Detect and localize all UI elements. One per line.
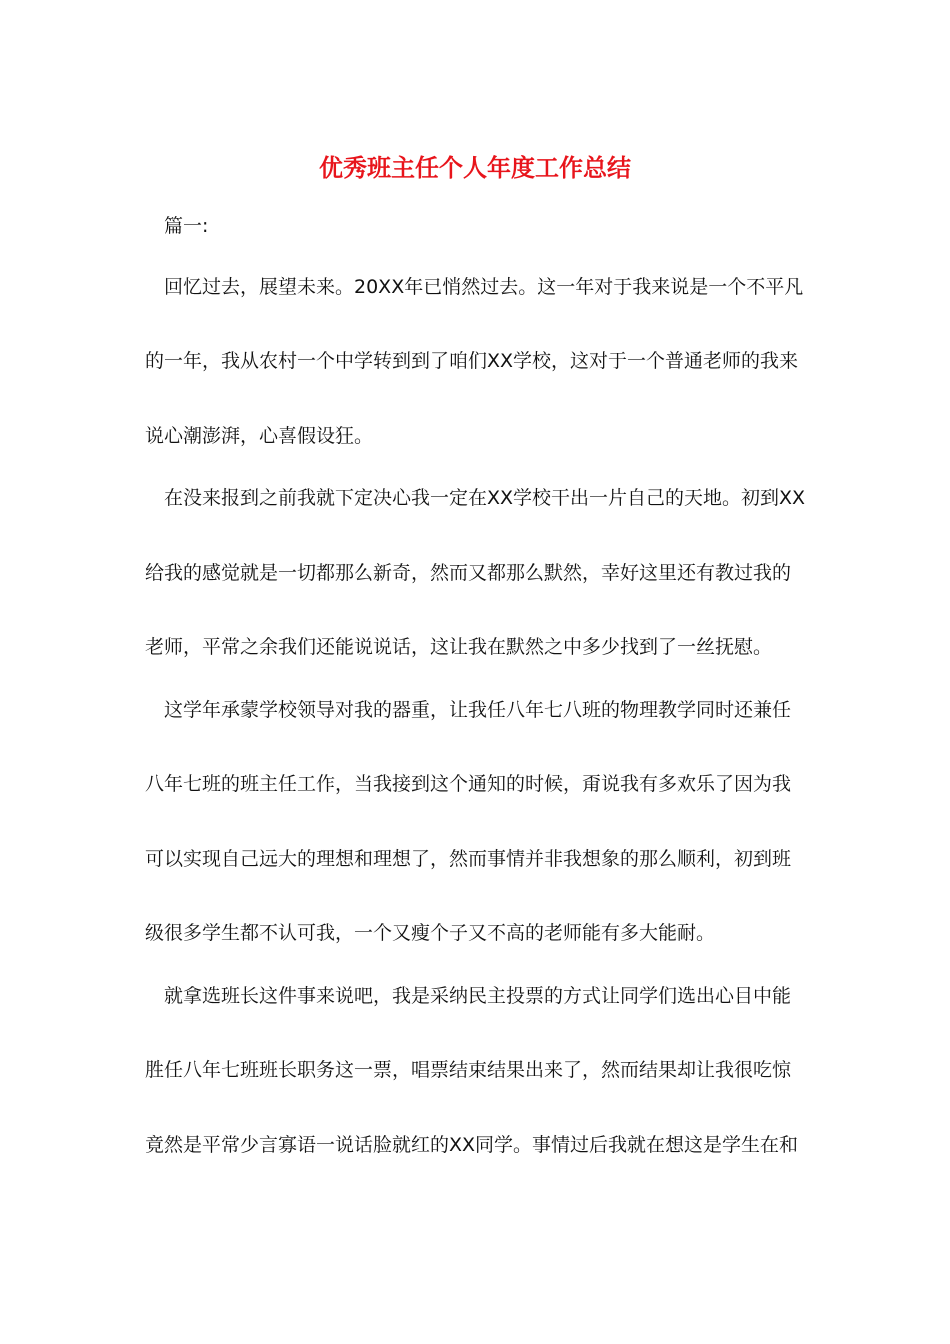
paragraph-line: 老师，平常之余我们还能说说话，这让我在默然之中多少找到了一丝抚慰。 (145, 636, 773, 658)
document-title: 优秀班主任个人年度工作总结 (319, 153, 631, 182)
paragraph-line: 这学年承蒙学校领导对我的器重，让我任八年七八班的物理教学同时还兼任 (164, 699, 792, 721)
paragraph-line: 就拿选班长这件事来说吧，我是采纳民主投票的方式让同学们选出心目中能 (164, 985, 792, 1007)
paragraph-line: 级很多学生都不认可我，一个又瘦个子又不高的老师能有多大能耐。 (145, 922, 716, 944)
paragraph-line: 说心潮澎湃，心喜假设狂。 (145, 425, 374, 447)
paragraph-line: 胜任八年七班班长职务这一票，唱票结束结果出来了，然而结果却让我很吃惊 (145, 1059, 792, 1081)
paragraph-line: 的一年，我从农村一个中学转到到了咱们XX学校，这对于一个普通老师的我来 (145, 350, 799, 372)
paragraph-line: 回忆过去，展望未来。20XX年已悄然过去。这一年对于我来说是一个不平凡 (164, 276, 804, 298)
paragraph-line: 在没来报到之前我就下定决心我一定在XX学校干出一片自己的天地。初到XX (164, 487, 806, 509)
paragraph-line: 给我的感觉就是一切都那么新奇，然而又都那么默然，幸好这里还有教过我的 (145, 562, 792, 584)
paragraph-line: 竟然是平常少言寡语一说话脸就红的XX同学。事情过后我就在想这是学生在和 (145, 1134, 799, 1156)
section-label: 篇一: (164, 215, 209, 237)
paragraph-line: 可以实现自己远大的理想和理想了，然而事情并非我想象的那么顺利，初到班 (145, 848, 792, 870)
paragraph-line: 八年七班的班主任工作，当我接到这个通知的时候，甭说我有多欢乐了因为我 (145, 773, 792, 795)
